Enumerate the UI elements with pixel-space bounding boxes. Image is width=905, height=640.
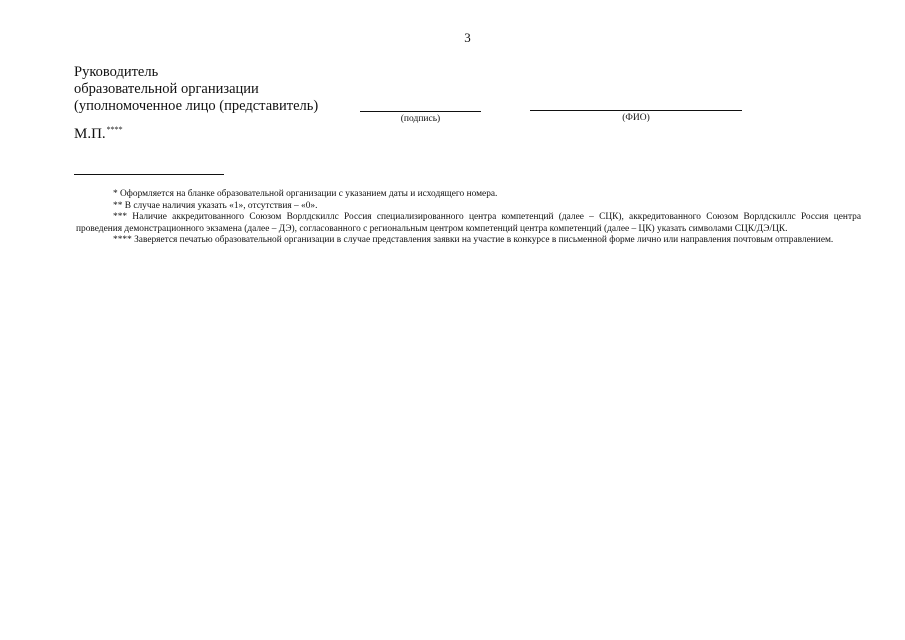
footnote-3: *** Наличие аккредитованного Союзом Ворлдскиллс Россия специализированного центра компетенций (далее – СЦК), аккредитованного Союзом Ворлдскиллс Россия центра проведения демонстрационного экзамена (далее – ДЭ), согласованного с региональным центром компетенций центра компетенций (далее – ЦК) указать символами СЦК/ДЭ/ЦК. <box>76 212 861 234</box>
footnote-2: ** В случае наличия указать «1», отсутствия – «0». <box>113 200 318 211</box>
footnote-4: **** Заверяется печатью образовательной организации в случае представления заявки на участие в конкурсе в письменной форме лично или направления почтовым отправлением. <box>113 235 834 246</box>
page-number: 3 <box>464 30 471 45</box>
signer-title-line-2: образовательной организации <box>74 81 259 97</box>
name-line <box>530 110 742 111</box>
footnote-separator <box>74 174 224 175</box>
signer-title-block <box>74 64 318 115</box>
stamp-label: М.П. <box>74 126 106 142</box>
name-caption: (ФИО) <box>622 113 650 123</box>
stamp-place <box>74 125 123 143</box>
signature-caption: (подпись) <box>400 114 441 124</box>
signer-title-line-3: (уполномоченное лицо (представитель) <box>74 98 319 114</box>
footnotes <box>76 189 861 247</box>
stamp-footnote-mark: **** <box>106 125 123 134</box>
signer-title-line-1: Руководитель <box>74 64 159 80</box>
footnote-1: * Оформляется на бланке образовательной организации с указанием даты и исходящего номера. <box>113 189 498 199</box>
signature-line <box>360 111 481 112</box>
